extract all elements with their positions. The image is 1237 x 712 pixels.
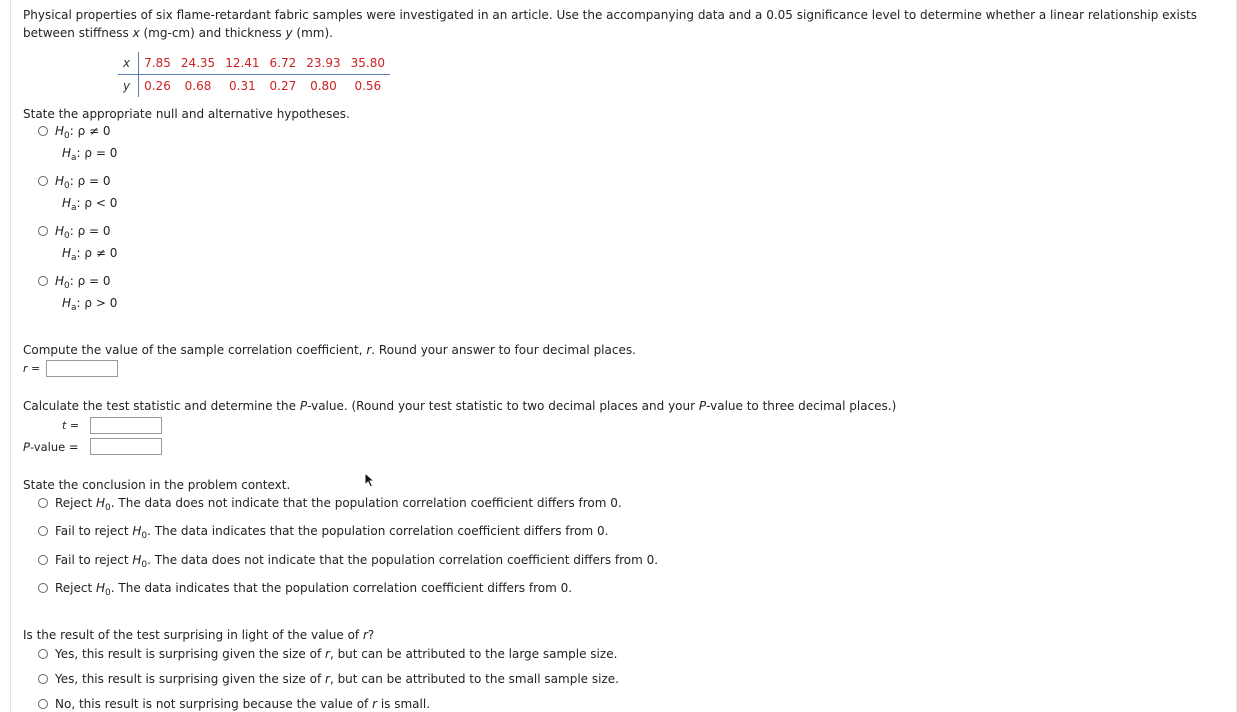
h-subscript: a — [71, 253, 77, 263]
hypothesis-option-4[interactable] — [38, 274, 111, 291]
table-cell: 7.85 — [139, 52, 176, 75]
t-label — [62, 419, 79, 432]
option-text-a: Yes, this result is surprising given the size of — [55, 672, 325, 686]
option-text — [55, 524, 609, 541]
h0-line — [55, 174, 111, 191]
option-text — [55, 672, 619, 686]
option-text-b: , but can be attributed to the small sample size. — [329, 672, 619, 686]
h0-line — [55, 224, 111, 241]
h-symbol: H — [55, 124, 65, 138]
prompt-text: Is the result of the test surprising in light of the value of — [23, 628, 363, 642]
h-symbol: H — [132, 524, 142, 538]
conclusion-option-4[interactable] — [38, 581, 573, 598]
h-symbol: H — [132, 553, 142, 567]
h-subscript: 0 — [141, 531, 148, 541]
option-text-b: is small. — [377, 697, 431, 711]
surprise-option-2[interactable] — [38, 672, 619, 686]
option-rest: . The data does not indicate that the population correlation coefficient differs from 0. — [110, 496, 622, 510]
table-cell: 35.80 — [346, 52, 390, 75]
option-text-a: No, this result is not surprising because the value of — [55, 697, 373, 711]
table-cell: 0.27 — [269, 79, 297, 93]
p-value-label — [23, 440, 78, 454]
h-symbol: H — [96, 496, 106, 510]
option-text — [55, 697, 430, 711]
h-subscript: 0 — [105, 588, 111, 598]
option-var-r: r — [325, 672, 330, 686]
h-symbol: H — [62, 246, 72, 260]
ha-line — [62, 196, 118, 213]
radio-button[interactable] — [38, 498, 48, 508]
option-text-b: , but can be attributed to the large sample size. — [329, 647, 618, 661]
conclusion-option-3[interactable] — [38, 553, 659, 570]
correlation-prompt — [23, 343, 636, 357]
surprise-option-3[interactable] — [38, 697, 430, 711]
table-cell: 6.72 — [265, 52, 302, 75]
radio-button[interactable] — [38, 649, 48, 659]
radio-button[interactable] — [38, 555, 48, 565]
h0-text: : ρ = 0 — [69, 274, 111, 288]
h-symbol: H — [55, 274, 65, 288]
equals-sign: = — [66, 419, 80, 432]
intro-var-x: x — [132, 26, 140, 40]
h-symbol: H — [96, 581, 106, 595]
table-cell: 0.26 — [144, 79, 171, 93]
option-lead: Fail to reject — [55, 553, 133, 567]
surprise-prompt — [23, 628, 374, 642]
radio-button[interactable] — [38, 583, 48, 593]
radio-button[interactable] — [38, 276, 48, 286]
prompt-text: Compute the value of the sample correlation coefficient, — [23, 343, 367, 357]
prompt-var-p: P — [299, 399, 308, 413]
prompt-var-r: r — [366, 343, 372, 357]
intro-var-y: y — [285, 26, 293, 40]
test-prompt — [23, 399, 896, 413]
ha-line — [62, 296, 118, 313]
table-cell: 12.41 — [220, 52, 264, 75]
option-lead: Reject — [55, 581, 97, 595]
data-table — [118, 52, 390, 97]
h0-line — [55, 124, 111, 141]
radio-button[interactable] — [38, 674, 48, 684]
problem-statement — [23, 6, 1203, 42]
option-lead: Reject — [55, 496, 97, 510]
h-subscript: a — [71, 203, 77, 213]
table-cell: 23.93 — [301, 52, 345, 75]
h0-text: : ρ = 0 — [69, 174, 111, 188]
radio-button[interactable] — [38, 176, 48, 186]
r-label — [23, 362, 40, 375]
h-subscript: 0 — [64, 231, 70, 241]
equals-sign: = — [27, 362, 41, 375]
radio-button[interactable] — [38, 226, 48, 236]
h0-text: : ρ = 0 — [69, 224, 111, 238]
prompt-text: -value. (Round your test statistic to two decimal places and your — [307, 399, 699, 413]
option-lead: Fail to reject — [55, 524, 133, 538]
h-subscript: 0 — [105, 503, 111, 513]
table-row-x — [118, 52, 390, 75]
ha-text: : ρ > 0 — [76, 296, 118, 310]
option-text — [55, 553, 659, 570]
option-text — [55, 496, 622, 513]
table-cell: 0.56 — [354, 79, 382, 93]
ha-text: : ρ = 0 — [76, 146, 118, 160]
option-var-r: r — [372, 697, 378, 711]
intro-text-1: Physical properties of six flame-retardant fabric samples were investigated in an article. Use the accompanying data and a 0.05 significance level to determine whether a linear relationship exists between stiffness — [23, 8, 1197, 40]
option-text — [55, 647, 617, 661]
ha-text: : ρ ≠ 0 — [76, 246, 118, 260]
row-label-y: y — [118, 75, 139, 98]
option-var-r: r — [325, 647, 330, 661]
conclusion-option-2[interactable] — [38, 524, 609, 541]
table-cell: 0.68 — [184, 79, 212, 93]
intro-text-2: (mg-cm) and thickness — [139, 26, 286, 40]
t-input[interactable] — [90, 417, 162, 434]
radio-button[interactable] — [38, 526, 48, 536]
ha-line — [62, 146, 118, 163]
t-symbol: t — [62, 419, 67, 432]
conclusion-option-1[interactable] — [38, 496, 622, 513]
prompt-text: ? — [367, 628, 375, 642]
option-rest: . The data indicates that the population correlation coefficient differs from 0. — [110, 581, 573, 595]
option-rest: . The data does not indicate that the population correlation coefficient differs from 0. — [147, 553, 659, 567]
h-subscript: 0 — [64, 181, 70, 191]
r-symbol: r — [23, 362, 28, 375]
conclusion-prompt: State the conclusion in the problem context. — [23, 478, 291, 492]
intro-text-3: (mm). — [292, 26, 333, 40]
h-subscript: a — [71, 153, 77, 163]
p-symbol: P — [23, 440, 30, 454]
prompt-text: -value to three decimal places.) — [706, 399, 897, 413]
h0-line — [55, 274, 111, 291]
ha-text: : ρ < 0 — [76, 196, 118, 210]
option-text — [55, 581, 573, 598]
prompt-var-r: r — [362, 628, 368, 642]
radio-button[interactable] — [38, 699, 48, 709]
prompt-text: Calculate the test statistic and determine the — [23, 399, 300, 413]
h-subscript: 0 — [64, 281, 70, 291]
table-row-y — [118, 75, 390, 98]
hypothesis-option-2[interactable] — [38, 174, 111, 191]
radio-button[interactable] — [38, 126, 48, 136]
p-label-text: -value = — [29, 440, 79, 454]
p-value-input[interactable] — [90, 438, 162, 455]
ha-line — [62, 246, 118, 263]
table-cell: 0.80 — [310, 79, 337, 93]
h-subscript: 0 — [141, 560, 148, 570]
option-rest: . The data indicates that the population correlation coefficient differs from 0. — [147, 524, 609, 538]
surprise-option-1[interactable] — [38, 647, 617, 661]
h-symbol: H — [55, 174, 65, 188]
h-symbol: H — [62, 146, 72, 160]
row-label-x: x — [118, 52, 139, 75]
option-text-a: Yes, this result is surprising given the size of — [55, 647, 325, 661]
hypothesis-option-1[interactable] — [38, 124, 111, 141]
hypothesis-option-3[interactable] — [38, 224, 111, 241]
table-cell: 24.35 — [176, 52, 220, 75]
h0-text: : ρ ≠ 0 — [69, 124, 111, 138]
h-symbol: H — [62, 196, 72, 210]
h-symbol: H — [62, 296, 72, 310]
table-cell: 0.31 — [229, 79, 256, 93]
h-subscript: 0 — [64, 131, 70, 141]
prompt-var-p: P — [698, 399, 707, 413]
hypotheses-prompt: State the appropriate null and alternative hypotheses. — [23, 107, 350, 121]
h-symbol: H — [55, 224, 65, 238]
h-subscript: a — [71, 303, 77, 313]
prompt-text: . Round your answer to four decimal places. — [371, 343, 636, 357]
r-input[interactable] — [46, 360, 118, 377]
